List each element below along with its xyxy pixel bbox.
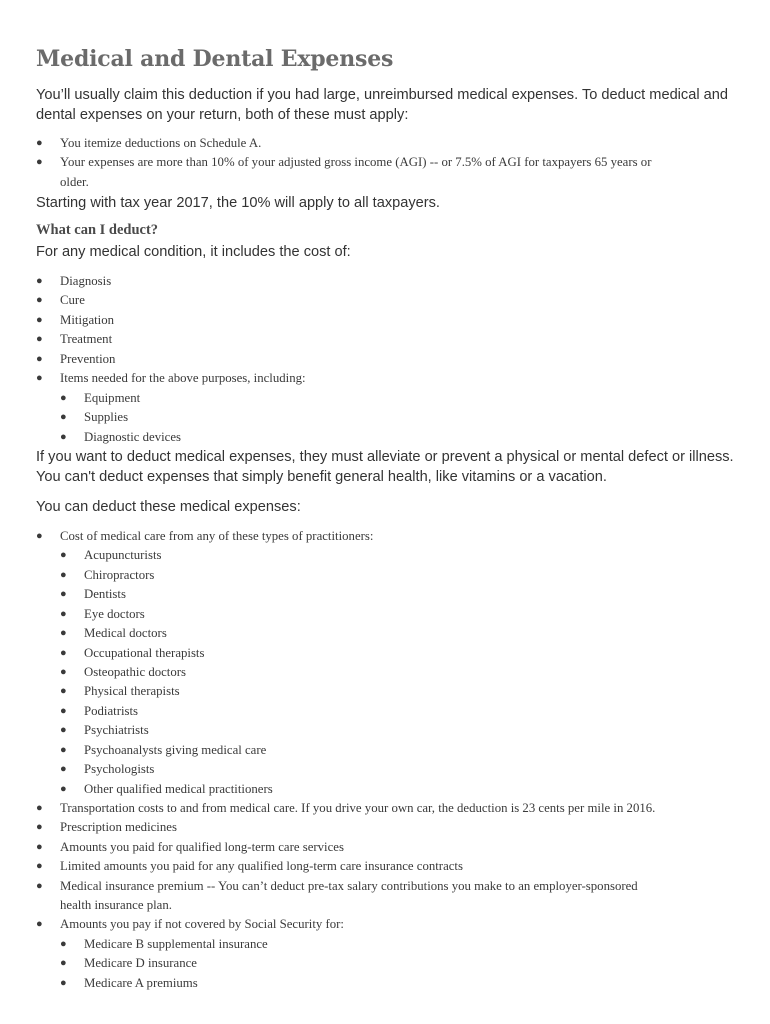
- bullet-icon: ●: [36, 530, 43, 542]
- starting-note: Starting with tax year 2017, the 10% will apply to all taxpayers.: [36, 195, 440, 211]
- alleviate-note-line-2: You can't deduct expenses that simply benefit general health, like vitamins or a vacation.: [36, 469, 607, 485]
- deduct-intro: You can deduct these medical expenses:: [36, 499, 301, 515]
- bullet-icon: ●: [60, 627, 67, 639]
- bullet-icon: ●: [36, 880, 43, 892]
- bullet-icon: ●: [36, 860, 43, 872]
- bullet-icon: ●: [36, 918, 43, 930]
- bullet-icon: ●: [36, 802, 43, 814]
- what-intro: For any medical condition, it includes the cost of:: [36, 244, 351, 260]
- bullet-icon: ●: [60, 724, 67, 736]
- intro-line-2: dental expenses on your return, both of these must apply:: [36, 107, 409, 123]
- alleviate-note-line-1: If you want to deduct medical expenses, they must alleviate or prevent a physical or mental defect or illness.: [36, 449, 734, 465]
- page-title: Medical and Dental Expenses: [36, 46, 394, 72]
- bullet-icon: ●: [60, 647, 67, 659]
- bullet-icon: ●: [60, 431, 67, 443]
- bullet-icon: ●: [36, 841, 43, 853]
- bullet-icon: ●: [36, 372, 43, 384]
- bullet-icon: ●: [60, 744, 67, 756]
- bullet-icon: ●: [36, 821, 43, 833]
- bullet-icon: ●: [60, 957, 67, 969]
- bullet-icon: ●: [36, 294, 43, 306]
- bullet-icon: ●: [36, 353, 43, 365]
- document-page: Medical and Dental Expenses You’ll usually claim this deduction if you had large, unreimbursed medical expenses. To deduct medical and dental expenses on your return, both of these must apply: ● You itemize deductions on Schedule A. ● Your expenses are more than 10% of your adjusted gross income (AGI) -- or 7.5% of AGI for taxpayers 65 years or older. Starting with tax year 2017, the 10% will apply to all taxpayers. What can I deduct? For any medical condition, it includes the cost of: ● Diagnosis ● Cure ● Mitigation ● Treatment ● Prevention ● Items needed for the above purposes, including: ● Equipment ● Supplies ● Diagnostic devices If you want to deduct medical expenses, they must alleviate or prevent a physical or mental defect or illness. You can't deduct expenses that simply benefit general health, like vitamins or a vacation. You can deduct these medical expenses: ● Cost of medical care from any of these types of practitioners: ● Acupuncturists ● Chiropractors ● Dentists ● Eye doctors ● Medical doctors ● Occupational therapists ● Osteopathic doctors ● Physical therapists ● Podiatrists ● Psychiatrists ● Psychoanalysts giving medical care ● Psychologists ● Other qualified medical practitioners ● Transportation costs to and from medical care. If you drive your own car, the deduction is 23 cents per mile in 2016. ● Prescription medicines ● Amounts you paid for qualified long-term care services ● Limited amounts you paid for any qualified long-term care insurance contracts ● Medical insurance premium -- You can’t deduct pre-tax salary contributions you make to an employer-sponsored health insurance plan. ● Amounts you pay if not covered by Social Security for: ● Medicare B supplemental insurance ● Medicare D insurance ● Medicare A premiums: [0, 0, 770, 1024]
- bullet-icon: ●: [36, 156, 43, 168]
- intro-line-1: You’ll usually claim this deduction if you had large, unreimbursed medical expenses. To deduct medical and: [36, 87, 728, 103]
- bullet-icon: ●: [60, 763, 67, 775]
- bullet-icon: ●: [36, 314, 43, 326]
- bullet-icon: ●: [60, 608, 67, 620]
- bullet-icon: ●: [60, 977, 67, 989]
- bullet-icon: ●: [60, 938, 67, 950]
- bullet-icon: ●: [60, 783, 67, 795]
- bullet-icon: ●: [60, 411, 67, 423]
- bullet-icon: ●: [60, 569, 67, 581]
- bullet-icon: ●: [60, 685, 67, 697]
- bullet-icon: ●: [60, 392, 67, 404]
- bullet-icon: ●: [60, 549, 67, 561]
- bullet-icon: ●: [36, 137, 43, 149]
- bullet-icon: ●: [60, 666, 67, 678]
- bullet-icon: ●: [60, 588, 67, 600]
- section-heading-what-can-i-deduct: What can I deduct?: [36, 222, 159, 238]
- bullet-icon: ●: [36, 275, 43, 287]
- bullet-icon: ●: [36, 333, 43, 345]
- bullet-icon: ●: [60, 705, 67, 717]
